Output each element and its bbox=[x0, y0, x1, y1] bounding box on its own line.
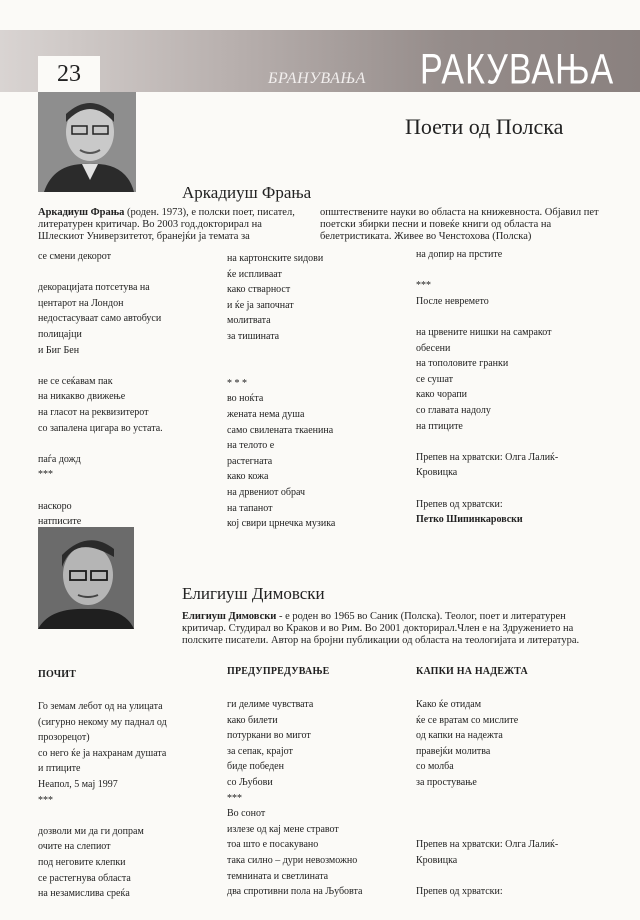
poem-line bbox=[416, 791, 558, 807]
poem-line: така силно – дури невозможно bbox=[227, 854, 358, 866]
author1-poem-column-3 bbox=[416, 247, 558, 528]
poem-line: од капки на надежта bbox=[416, 730, 503, 742]
poem-line: со Љубови bbox=[227, 776, 273, 788]
poem-line: Кровицка bbox=[416, 467, 458, 479]
poem-line: обесени bbox=[416, 342, 451, 354]
poem-line bbox=[416, 869, 558, 885]
poem-line: наскоро bbox=[38, 500, 72, 512]
poem-line: се растегнува областа bbox=[38, 872, 131, 884]
poem-line: на тапанот bbox=[227, 502, 273, 514]
poem-line bbox=[38, 358, 163, 374]
poem-line: молитвата bbox=[227, 315, 271, 327]
poem-line: на гласот на реквизитерот bbox=[38, 406, 149, 418]
poem-line: се смени декорот bbox=[38, 251, 112, 262]
poem-line bbox=[38, 483, 163, 499]
author2-bio bbox=[182, 611, 604, 647]
poem-line: на никакво движење bbox=[38, 391, 126, 403]
poem-line: Неапол, 5 мај 1997 bbox=[38, 778, 118, 790]
poem-line: жената нема душа bbox=[227, 408, 305, 420]
poem-line: за сепак, крајот bbox=[227, 745, 293, 757]
poem-line bbox=[416, 309, 558, 325]
poem-line: паѓа дожд bbox=[38, 453, 81, 465]
poem-line: само свилената ткаенина bbox=[227, 424, 334, 436]
poem-line bbox=[227, 360, 335, 376]
poem-line bbox=[38, 808, 167, 824]
poem-line: полицајци bbox=[38, 328, 82, 340]
poem-line: не се сеќавам пак bbox=[38, 375, 113, 387]
author2-portrait-photo bbox=[38, 527, 134, 629]
poem-line: во ноќта bbox=[227, 393, 264, 405]
poem-line: и птиците bbox=[38, 763, 81, 775]
poem-line: на птиците bbox=[416, 420, 463, 432]
poem-line: *** bbox=[227, 792, 242, 804]
section-subtitle: БРАНУВАЊА bbox=[268, 70, 366, 87]
poem-line bbox=[416, 806, 558, 822]
poem-line bbox=[38, 265, 163, 281]
author1-bio-left bbox=[38, 207, 296, 243]
poem-title-kapki-na-nadezhta: КАПКИ НА НАДЕЖТА bbox=[416, 666, 528, 677]
page-bottom-margin bbox=[0, 900, 640, 920]
poem-line: *** bbox=[38, 794, 53, 806]
poem-line: под неговите клепки bbox=[38, 856, 126, 868]
author1-portrait-photo bbox=[38, 92, 136, 192]
poem-line bbox=[416, 481, 558, 497]
poem-line: Препев на хрватски: Олга Лалиќ- bbox=[416, 839, 559, 851]
poem-line: центарот на Лондон bbox=[38, 297, 124, 309]
poem-line: за тишината bbox=[227, 330, 280, 342]
author2-bio-name: Елигиуш Димовски bbox=[182, 611, 277, 622]
poem-line: Петко Шипинкаровски bbox=[416, 514, 523, 526]
poem-line: * * * bbox=[227, 377, 247, 389]
poem-line: на дрвениот обрач bbox=[227, 486, 306, 498]
poem-line: на незамислива среќа bbox=[38, 888, 130, 900]
poem-line: очите на слепиот bbox=[38, 841, 111, 853]
poem-line bbox=[416, 263, 558, 279]
poem-line: кој свири црнечка музика bbox=[227, 518, 336, 530]
poem-line: со молба bbox=[416, 761, 454, 773]
poem-title-predupreduvanje: ПРЕДУПРЕДУВАЊЕ bbox=[227, 666, 330, 677]
poem-line: растегната bbox=[227, 455, 273, 467]
poem-line: натписите bbox=[38, 516, 82, 528]
poem-line: Препев од хрватски: bbox=[416, 886, 503, 898]
poem-line: *** bbox=[416, 280, 431, 292]
poem-line: на црвените нишки на самракот bbox=[416, 326, 552, 338]
author1-poem-column-2 bbox=[227, 251, 335, 532]
poem-line: како чорапи bbox=[416, 389, 468, 401]
author1-name: Аркадиуш Фрања bbox=[182, 183, 312, 202]
poem-line bbox=[227, 345, 335, 361]
poem-line: на допир на прстите bbox=[416, 249, 503, 260]
poem-line: два спротивни пола на Љубовта bbox=[227, 886, 363, 898]
poem-line: Препев од хрватски: bbox=[416, 498, 503, 510]
author2-name: Елигиуш Димовски bbox=[182, 584, 325, 603]
author2-poem-column-2 bbox=[227, 697, 362, 900]
poem-line: прозорецот) bbox=[38, 732, 90, 744]
poem-title-pochit: ПОЧИТ bbox=[38, 669, 77, 680]
poem-line: за простување bbox=[416, 776, 477, 788]
poem-line: со него ќе ја нахранам душата bbox=[38, 747, 167, 759]
poem-line: Препев на хрватски: Олга Лалиќ- bbox=[416, 451, 559, 463]
poem-line: излезе од кај мене стравот bbox=[227, 823, 339, 835]
poem-line: Во сонот bbox=[227, 808, 266, 820]
poem-line: со запалена цигара во устата. bbox=[38, 422, 163, 434]
feature-title: Поети од Полска bbox=[405, 114, 564, 139]
poem-line: како кожа bbox=[227, 471, 269, 483]
poem-line: како билети bbox=[227, 714, 278, 726]
poem-line: на тополовите гранки bbox=[416, 358, 509, 370]
poem-line: и Биг Бен bbox=[38, 344, 80, 356]
author2-bio-text: - е роден во 1965 во Саник (Полска). Теолог, поет и литературен критичар. Студирал во Краков и во Рим. Во 2001 докторирал.Член е на Здружението на полските писатели. Автор на бројни публикации од областа на теологијата и литература. bbox=[182, 611, 580, 646]
poem-line: *** bbox=[38, 469, 53, 481]
poem-line: ќе се вратам со мислите bbox=[416, 714, 519, 726]
poem-line: ги делиме чувствата bbox=[227, 699, 314, 710]
author2-poem-column-3 bbox=[416, 697, 558, 915]
author1-bio-text: (роден. 1973), е полски поет, писател, литературен критичар. Во 2003 год.докторирал на Шлескиот Универзитетот, бранејќи ја темата за bbox=[38, 207, 295, 242]
poem-line: на телото е bbox=[227, 440, 275, 452]
poem-line: декорацијата потсетува на bbox=[38, 282, 150, 294]
poem-line: (сигурно некому му паднал од bbox=[38, 716, 167, 728]
poem-line bbox=[38, 436, 163, 452]
poem-line: Кровицка bbox=[416, 854, 458, 866]
poem-line: на картонските ѕидови bbox=[227, 253, 324, 264]
poem-line: недостасуваат само автобуси bbox=[38, 313, 162, 325]
poem-line: Како ќе отидам bbox=[416, 699, 482, 710]
poem-line: Го земам лебот од на улицата bbox=[38, 701, 163, 712]
poem-line: дозволи ми да ги допрам bbox=[38, 825, 144, 837]
poem-line: биде победен bbox=[227, 761, 284, 773]
poem-line: правејќи молитва bbox=[416, 745, 491, 757]
author1-bio-name: Аркадиуш Фрања bbox=[38, 207, 125, 218]
section-title: РАКУВАЊА bbox=[420, 46, 615, 94]
poem-line bbox=[416, 434, 558, 450]
poem-line: и ќе ја започнат bbox=[227, 299, 294, 311]
poem-line: ќе испливаат bbox=[227, 268, 282, 280]
author1-bio-right: општествените науки во областа на книжевноста. Објавил пет поетски збирки песни и повеќе книги од областа на белетристиката. Живее во Ченстохова (Полска) bbox=[320, 207, 599, 242]
poem-line: со главата надолу bbox=[416, 404, 491, 416]
poem-line: потуркани во мигот bbox=[227, 730, 311, 742]
poem-line: темнината и светлината bbox=[227, 870, 329, 882]
poem-line: тоа што е посакувано bbox=[227, 839, 319, 851]
poem-line: После невремето bbox=[416, 295, 489, 307]
poem-line: се сушат bbox=[416, 373, 454, 385]
author1-poem-column-1 bbox=[38, 249, 163, 530]
poem-line bbox=[416, 822, 558, 838]
poem-line: како стварност bbox=[227, 284, 291, 296]
author2-poem-column-1 bbox=[38, 699, 167, 902]
page-number: 23 bbox=[38, 56, 100, 92]
